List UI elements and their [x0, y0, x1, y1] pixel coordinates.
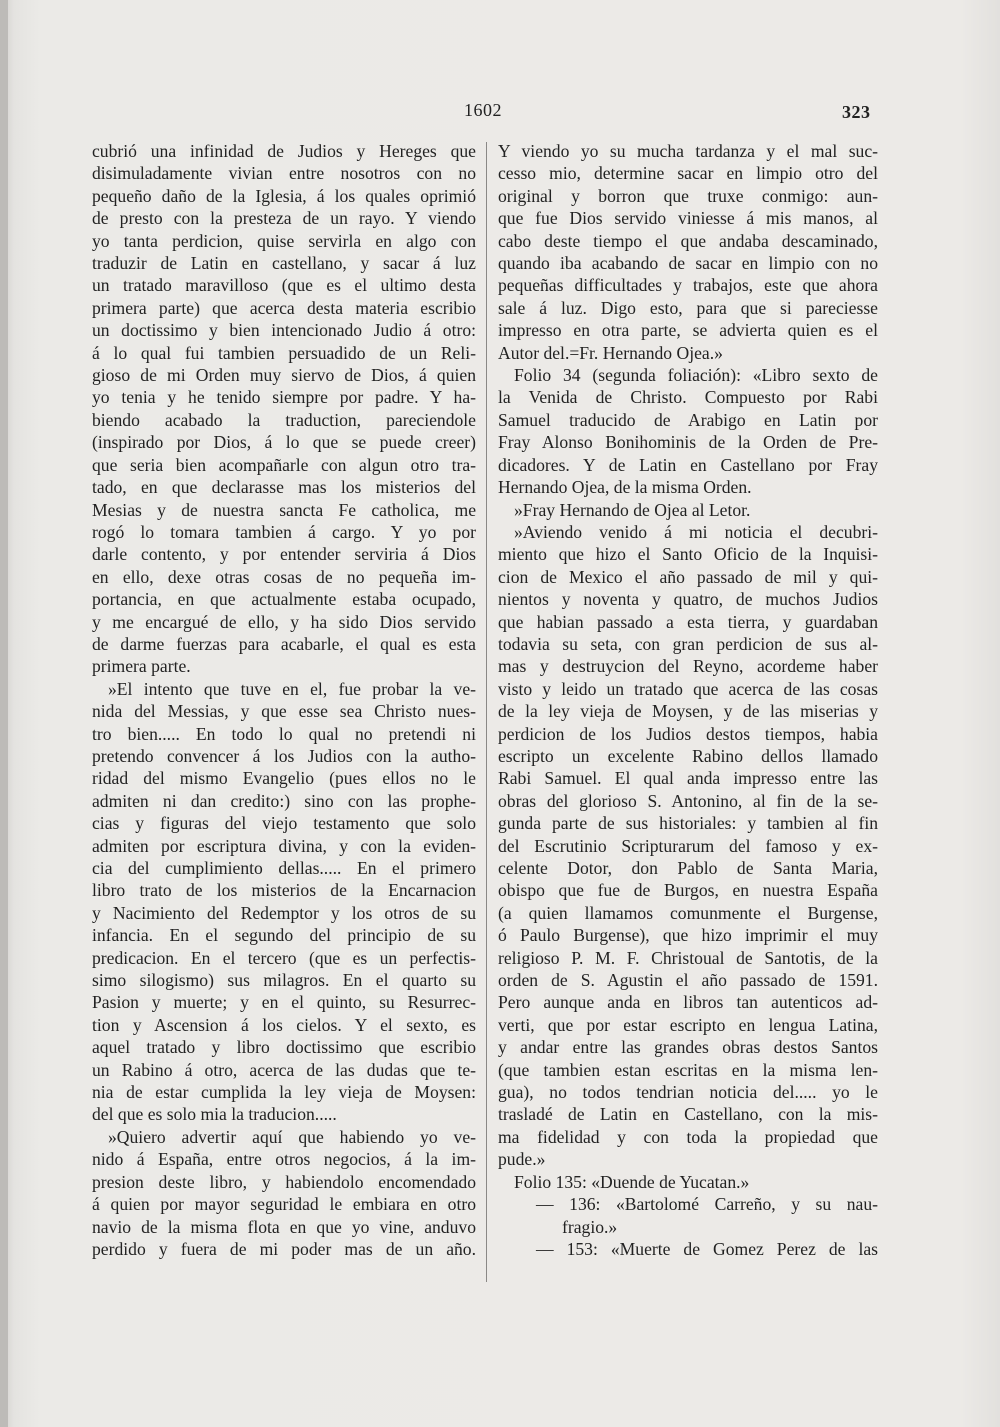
text-line: — 153: «Muerte de Gomez Perez de las	[536, 1238, 878, 1259]
text-line: orden de S. Agustin el año passado de 1591.	[498, 970, 878, 991]
text-line: Samuel traducido de Arabigo en Latin por	[498, 409, 878, 430]
text-line: ridad del mismo Evangelio (pues ellos no le	[92, 768, 476, 789]
text-line: Fray Alonso Bonihominis de la Orden de Pre-	[498, 432, 878, 453]
text-line: gioso de mi Orden muy siervo de Dios, á quien	[92, 365, 476, 386]
text-line: original y borron que truxe conmigo: aun-	[498, 185, 878, 206]
text-line: tro bien..... En todo lo qual no pretendi ni	[92, 723, 476, 744]
text-line: admiten por escriptura divina, y con la eviden-	[92, 835, 476, 856]
text-line: obras del glorioso S. Antonino, al fin de la se-	[498, 790, 878, 811]
text-line: impresso en otra parte, se advierta quien es el	[498, 320, 878, 341]
text-line: cion de Mexico el año passado de mil y qui-	[498, 566, 878, 587]
text-line: Rabi Samuel. El qual anda impresso entre las	[498, 768, 878, 789]
text-line: traduzir de Latin en castellano, y sacar á luz	[92, 253, 476, 274]
text-line: aquel tratado y libro doctissimo que escribio	[92, 1037, 476, 1058]
text-line: infancia. En el segundo del principio de su	[92, 925, 476, 946]
text-line: del Escrutinio Scripturarum del famoso y ex-	[498, 835, 878, 856]
text-line: (a quien llamamos comunmente el Burgense,	[498, 902, 878, 923]
text-line: »Fray Hernando de Ojea al Letor.	[514, 499, 751, 520]
text-line: un tratado maravilloso (que es el ultimo desta	[92, 275, 476, 296]
text-line: todavia su seta, con gran perdicion de sus al-	[498, 633, 878, 654]
text-line: que fue Dios servido viniesse á mis manos, al	[498, 208, 878, 229]
text-line: religioso P. M. F. Christoual de Santotis, de la	[498, 947, 878, 968]
text-line: que habian passado a esta tierra, y guardaban	[498, 611, 878, 632]
text-line: rogó lo tomara tambien á cargo. Y yo por	[92, 521, 476, 542]
text-line: nida del Messias, y que esse sea Christo nues-	[92, 701, 476, 722]
text-line: gua), no todos tendrian noticia del..... yo le	[498, 1082, 878, 1103]
text-line: navio de la misma flota en que yo vine, anduvo	[92, 1216, 476, 1237]
text-line: miento que hizo el Santo Oficio de la Inquisi-	[498, 544, 878, 565]
text-line: »El intento que tuve en el, fue probar la ve-	[108, 678, 476, 699]
binding-shadow	[0, 0, 8, 1427]
text-line: primera parte.	[92, 656, 191, 677]
text-line: Pasion y muerte; y en el quinto, su Resurrec-	[92, 992, 476, 1013]
text-line: visto y leido un tratado que acerca de las cosas	[498, 678, 878, 699]
text-line: predicacion. En el tercero (que es un perfectis-	[92, 947, 476, 968]
text-line: de la ley vieja de Moysen, y de las miserias y	[498, 701, 878, 722]
text-line: pequeñas difficultades y trabajos, este que ahora	[498, 275, 878, 296]
text-line: simo silogismo) sus milagros. En el quarto su	[92, 970, 476, 991]
left-text-column	[92, 140, 476, 1260]
text-line: de presto con la presteza de un rayo. Y viendo	[92, 208, 476, 229]
text-line: sale á luz. Digo esto, para que si pareciesse	[498, 297, 878, 318]
text-line: libro trato de los misterios de la Encarnacion	[92, 880, 476, 901]
text-line: dicadores. Y de Latin en Castellano por Fray	[498, 454, 878, 475]
text-line: pretendo convencer á los Judios con la autho-	[92, 745, 476, 766]
text-line: cia del cumplimiento dellas..... En el primero	[92, 858, 476, 878]
text-line: tion y Ascension á los cielos. Y el sexto, es	[92, 1014, 476, 1035]
text-line: ó Paulo Burgense), que hizo imprimir el muy	[498, 925, 878, 946]
text-line: (que tambien estan escritas en la misma len-	[498, 1059, 878, 1080]
text-line: biendo acabado la traduction, pareciendole	[92, 409, 476, 430]
column-divider	[486, 142, 487, 1282]
text-line: perdicion de los Judios destos tiempos, habia	[498, 723, 878, 744]
text-line: pequeño daño de la Iglesia, á los quales oprimió	[92, 185, 476, 206]
text-line: Folio 135: «Duende de Yucatan.»	[514, 1171, 750, 1192]
text-line: Pero aunque anda en libros tan autenticos ad-	[498, 992, 878, 1013]
text-line: celente Dotor, don Pablo de Santa Maria,	[498, 858, 878, 878]
text-line: cias y figuras del viejo testamento que solo	[92, 813, 476, 834]
text-line: Hernando Ojea, de la misma Orden.	[498, 477, 752, 498]
text-line: Y viendo yo su mucha tardanza y el mal suc-	[498, 141, 878, 161]
text-line: perdido y fuera de mi poder mas de un año.	[92, 1238, 476, 1259]
text-line: pude.»	[498, 1149, 546, 1170]
text-line: quando iba acabando de sacar en limpio con no	[498, 253, 878, 274]
text-line: ma fidelidad y con toda la propiedad que	[498, 1126, 878, 1147]
text-line: disimuladamente vivian entre nosotros con no	[92, 163, 476, 184]
text-line: »Aviendo venido á mi noticia el decubri-	[514, 521, 878, 542]
text-line: yo tenia y he tenido siempre por padre. Y ha-	[92, 387, 476, 408]
text-line: Folio 34 (segunda foliación): «Libro sexto de	[514, 365, 878, 386]
text-line: nido á España, entre otros negocios, á la im-	[92, 1149, 476, 1170]
text-line: que seria bien acompañarle con algun otro tra-	[92, 454, 476, 475]
page-number: 323	[842, 102, 871, 122]
text-line: nientos y noventa y quatro, de muchos Judios	[498, 589, 878, 610]
text-line: Autor del.=Fr. Hernando Ojea.»	[498, 342, 723, 363]
text-line: y andar entre las grandes obras destos Santos	[498, 1037, 878, 1058]
text-line: y me encargué de ello, y ha sido Dios servido	[92, 611, 476, 632]
text-line: obispo que fue de Burgos, en nuestra España	[498, 880, 878, 901]
text-line: tado, en que declarasse mas los misterios del	[92, 477, 476, 498]
text-line: — 136: «Bartolomé Carreño, y su nau-	[536, 1194, 878, 1215]
text-line: la Venida de Christo. Compuesto por Rabi	[498, 387, 878, 408]
page-header	[0, 100, 1000, 130]
text-line: presion deste libro, y habiendolo encomendado	[92, 1171, 476, 1192]
text-line: cubrió una infinidad de Judios y Hereges que	[92, 141, 476, 161]
text-line: á quien por mayor seguridad le embiara en otro	[92, 1194, 476, 1215]
text-line: Mesias y de nuestra sancta Fe catholica, me	[92, 499, 476, 520]
text-line: yo tanta perdicion, quise servirla en algo con	[92, 230, 476, 251]
text-line: (inspirado por Dios, á lo que se puede creer)	[92, 432, 476, 453]
text-line: trasladé de Latin en Castellano, con la mis-	[498, 1104, 878, 1125]
text-line: gunda parte de sus historiales: y tambien al fin	[498, 813, 878, 834]
text-line: cesso mio, determine sacar en limpio otro del	[498, 163, 878, 184]
text-line: del que es solo mia la traducion.....	[92, 1104, 337, 1125]
text-line: primera parte) que acerca desta materia escribio	[92, 297, 476, 318]
text-line: en ello, dexe otras cosas de no pequeña im-	[92, 566, 476, 587]
text-line: un doctissimo y bien intencionado Judio á otro:	[92, 320, 476, 341]
text-line: nia de estar cumplida la ley vieja de Moysen:	[92, 1082, 476, 1103]
text-line: escripto un excelente Rabino dellos llamado	[498, 745, 878, 766]
text-line: mas y destruycion del Reyno, acordeme haber	[498, 656, 878, 677]
text-line: un Rabino á otro, acerca de las dudas que te-	[92, 1059, 476, 1080]
running-head-year: 1602	[464, 100, 502, 120]
right-text-column	[498, 140, 878, 1260]
text-line: de darme fuerzas para acabarle, el qual es esta	[92, 633, 476, 654]
text-line: cabo deste tiempo el que andaba descaminado,	[498, 230, 878, 251]
text-line: verti, que por estar escripto en lengua Latina,	[498, 1014, 878, 1035]
text-line: y Nacimiento del Redemptor y los otros de su	[92, 902, 476, 923]
text-line: á lo qual fui tambien persuadido de un Reli-	[92, 342, 476, 363]
text-line: portancia, en que actualmente estaba ocupado,	[92, 589, 476, 610]
text-line: »Quiero advertir aquí que habiendo yo ve-	[108, 1126, 476, 1147]
text-line: darle contento, y por entender serviria á Dios	[92, 544, 476, 565]
text-line: admiten ni dan credito:) sino con las prophe-	[92, 790, 476, 811]
text-line: fragio.»	[562, 1216, 618, 1237]
